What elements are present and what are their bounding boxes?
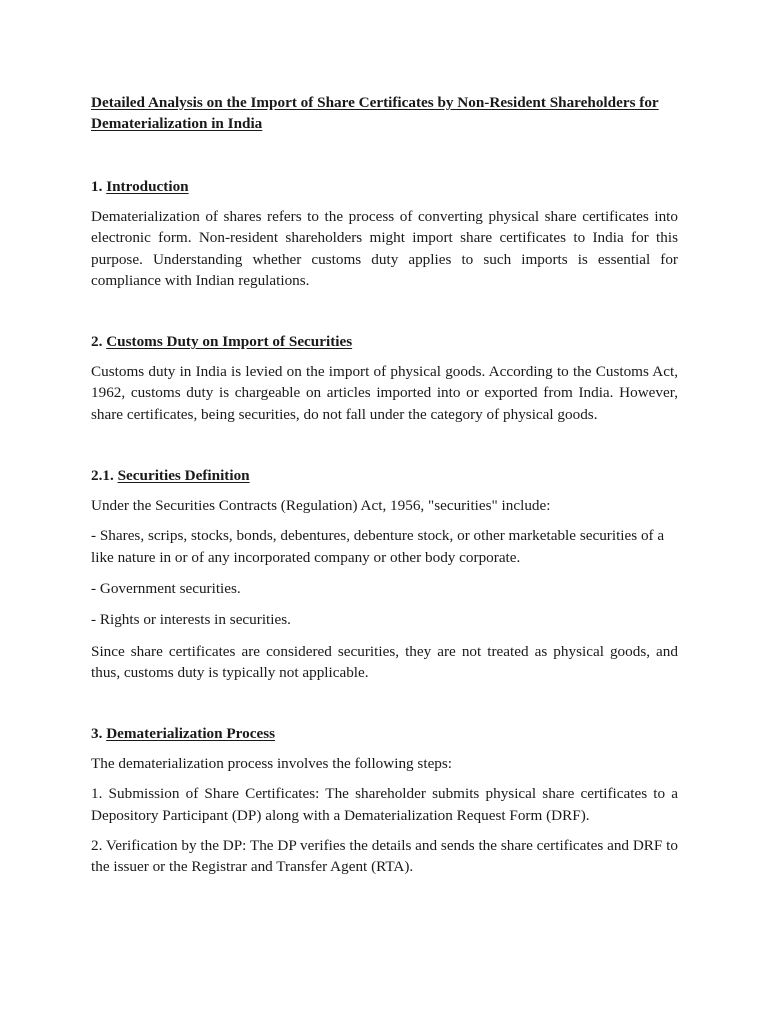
section-heading-introduction [91, 176, 678, 197]
demat-intro-paragraph: The dematerialization process involves the following steps: [91, 755, 453, 773]
section-heading-securities-definition [91, 465, 678, 486]
section-heading-dematerialization-process [91, 723, 678, 744]
customs-duty-paragraph: Customs duty in India is levied on the import of physical goods. According to the Customs Act, 1962, customs duty is chargeable on articles imported into or exported from India. However, share certificates, being securities, do not fall under the category of physical goods. [91, 363, 678, 423]
document-title: Detailed Analysis on the Import of Share Certificates by Non-Resident Shareholders for Dematerialization in India [91, 94, 659, 132]
section-title: Introduction [106, 178, 189, 195]
section-number: 2.1. [91, 467, 114, 485]
securities-list-item: - Government securities. [91, 579, 241, 597]
section-title: Securities Definition [117, 467, 250, 485]
securities-conclusion-paragraph: Since share certificates are considered securities, they are not treated as physical goods, and thus, customs duty is typically not applicable. [91, 642, 678, 681]
section-title: Dematerialization Process [106, 725, 276, 743]
introduction-paragraph: Dematerialization of shares refers to the process of converting physical share certificates into electronic form. Non-resident shareholders might import share certificates to India for this purpose. Understanding whether customs duty applies to such imports is essential for compliance with Indian regulations. [91, 208, 678, 289]
section-number: 1. [91, 178, 103, 195]
section-heading-customs-duty [91, 331, 678, 352]
section-title: Customs Duty on Import of Securities [106, 333, 353, 351]
securities-list-item: - Shares, scrips, stocks, bonds, debentures, debenture stock, or other marketable securities of a like nature in or of any incorporated company or other body corporate. [91, 527, 665, 566]
demat-step: 2. Verification by the DP: The DP verifies the details and sends the share certificates and DRF to the issuer or the Registrar and Transfer Agent (RTA). [91, 837, 678, 876]
document-page [91, 92, 678, 878]
demat-step: 1. Submission of Share Certificates: The shareholder submits physical share certificates to a Depository Participant (DP) along with a Dematerialization Request Form (DRF). [91, 785, 678, 824]
securities-intro-paragraph: Under the Securities Contracts (Regulation) Act, 1956, "securities" include: [91, 497, 551, 515]
section-number: 2. [91, 333, 103, 351]
securities-list-item: - Rights or interests in securities. [91, 611, 291, 629]
section-number: 3. [91, 725, 103, 743]
